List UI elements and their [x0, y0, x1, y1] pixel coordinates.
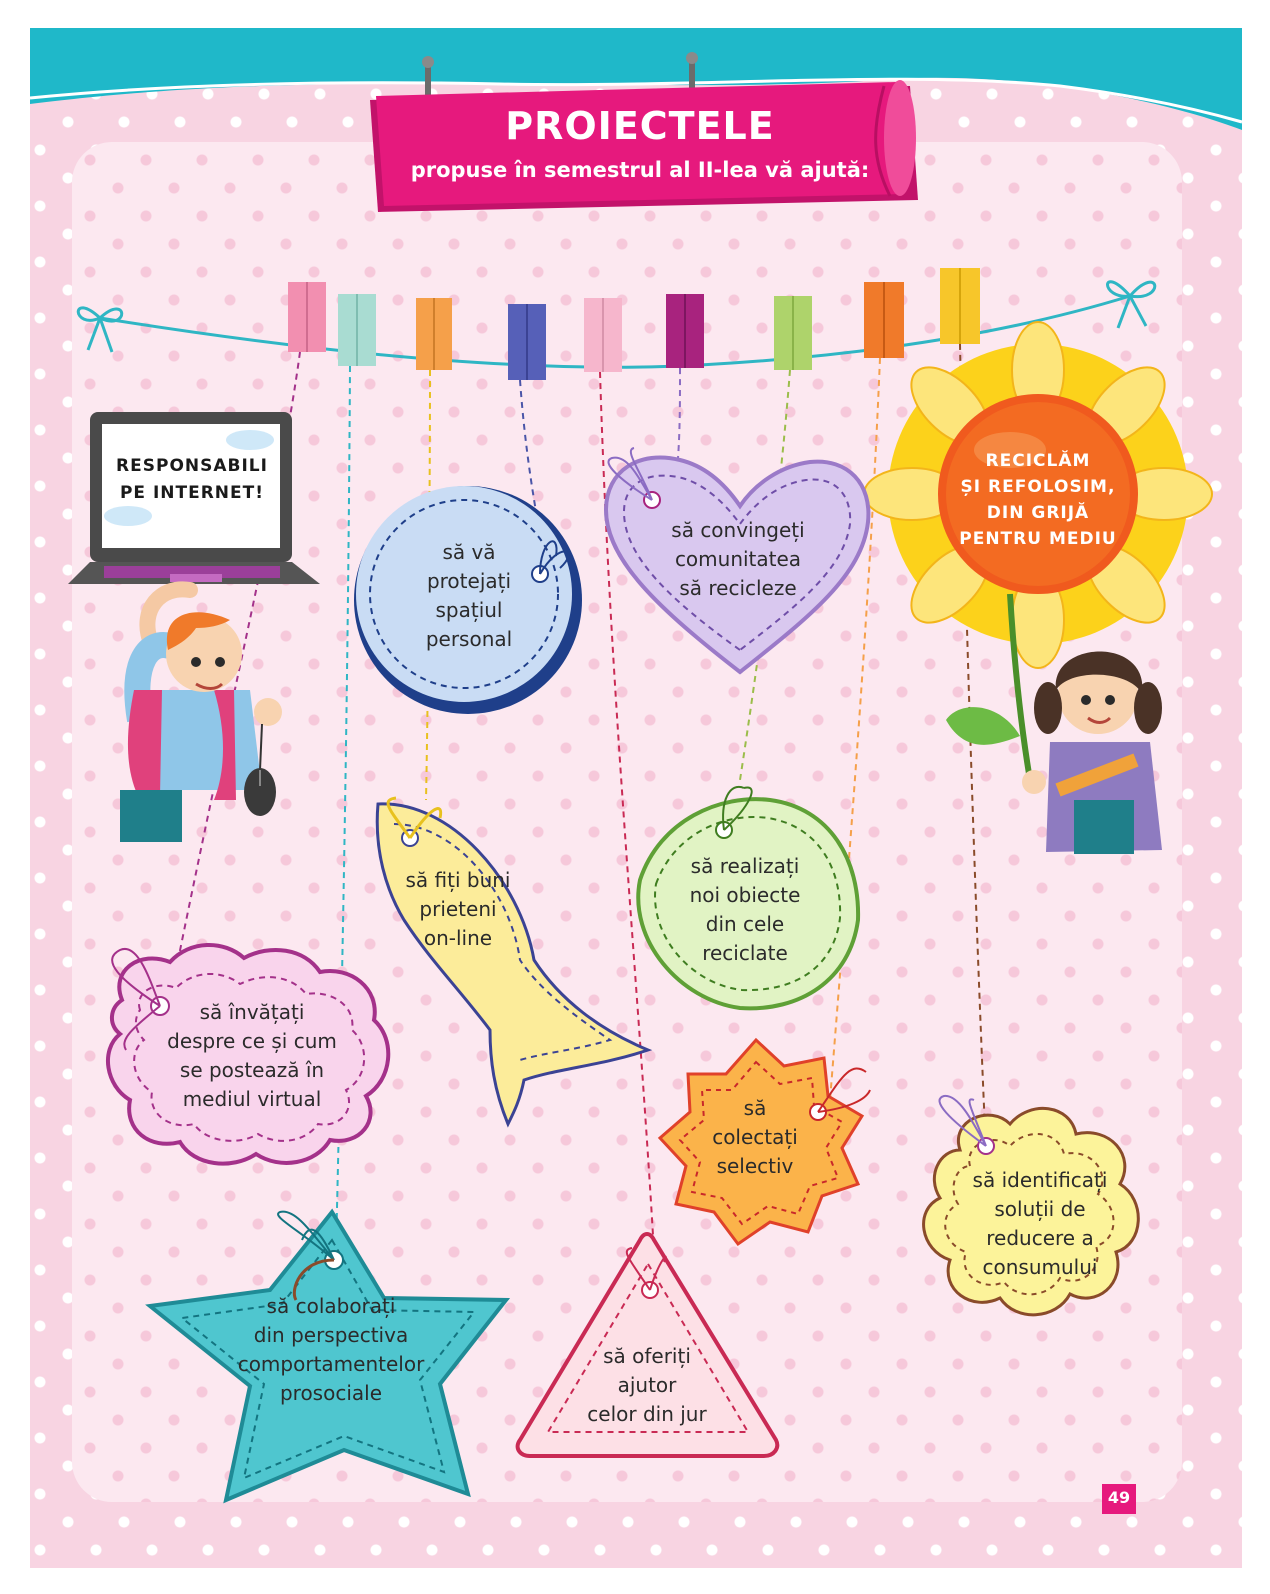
tag-protect-line-1: să vă — [442, 540, 496, 564]
tag-collaborate-line-3: comportamentelor — [237, 1352, 425, 1376]
bow-icon-right — [1108, 282, 1155, 328]
tag-friends-line-3: on-line — [423, 926, 493, 950]
tag-identify-line-1: să identificați — [972, 1168, 1108, 1192]
tag-protect-line-4: personal — [425, 627, 513, 651]
sunflower-line-2: ȘI REFOLOSIM, — [960, 477, 1116, 497]
banner-title: PROIECTELE — [505, 104, 775, 148]
tag-learn-line-2: despre ce și cum — [167, 1029, 337, 1053]
tag-identify — [954, 1166, 1126, 1282]
tag-collaborate-line-1: să colaborați — [266, 1294, 396, 1318]
bow-icon-left — [78, 308, 122, 352]
tag-help-line-3: celor din jur — [587, 1402, 707, 1426]
tag-identify-line-2: soluții de — [994, 1197, 1086, 1221]
tag-identify-line-3: reducere a — [986, 1226, 1094, 1250]
tag-collaborate-line-2: din perspectiva — [253, 1323, 409, 1347]
tag-convince-line-1: să convingeți — [671, 518, 805, 542]
tag-learn-line-4: mediul virtual — [182, 1087, 322, 1111]
sunflower-text — [952, 448, 1124, 552]
tag-create-line-3: din cele — [705, 912, 785, 936]
sunflower-line-4: PENTRU MEDIU — [959, 529, 1117, 549]
tag-create — [660, 852, 830, 968]
clothespin-icon-dark-orange — [864, 282, 904, 358]
tag-collect-line-1: să — [743, 1096, 767, 1120]
tag-convince — [640, 516, 836, 603]
tag-collect-line-3: selectiv — [716, 1154, 794, 1178]
tag-collaborate-line-4: prosociale — [279, 1381, 383, 1405]
clothespin-icon-pink — [288, 282, 326, 352]
tag-help — [572, 1342, 722, 1429]
tag-protect-line-3: spațiul — [435, 598, 503, 622]
laptop-screen-text — [108, 453, 276, 507]
girl-illustration — [946, 652, 1162, 855]
clothespin-icon-mint — [338, 294, 376, 366]
page-number: 49 — [1102, 1484, 1136, 1514]
tag-friends-line-2: prieteni — [419, 897, 497, 921]
tag-collaborate — [224, 1292, 438, 1408]
tag-protect-line-2: protejați — [426, 569, 512, 593]
tag-convince-line-3: să recicleze — [679, 576, 797, 600]
laptop-screen-line-2: PE INTERNET! — [119, 483, 265, 503]
clothespin-icon-yellow — [940, 268, 980, 344]
tag-collect — [690, 1094, 820, 1181]
tag-help-line-1: să oferiți — [603, 1344, 691, 1368]
laptop-screen-line-1: RESPONSABILI — [116, 456, 268, 476]
clothespin-icon-light-pink — [584, 298, 622, 372]
sunflower-line-3: DIN GRIJĂ — [986, 503, 1090, 523]
clothespin-icon-green — [774, 296, 812, 370]
tag-learn — [154, 998, 350, 1114]
tag-convince-line-2: comunitatea — [674, 547, 802, 571]
tag-shape-fish-yellow — [377, 798, 648, 1124]
tag-learn-line-3: se postează în — [179, 1058, 325, 1082]
tag-help-line-2: ajutor — [617, 1373, 677, 1397]
tag-collect-line-2: colectați — [712, 1125, 798, 1149]
tag-create-line-4: reciclate — [702, 941, 788, 965]
tag-learn-line-1: să învățați — [199, 1000, 305, 1024]
sunflower-line-1: RECICLĂM — [985, 451, 1091, 471]
tag-create-line-2: noi obiecte — [689, 883, 801, 907]
clothespin-icon-purple — [666, 294, 704, 368]
banner-subtitle: propuse în semestrul al II-lea vă ajută: — [410, 158, 870, 182]
tag-protect — [384, 538, 554, 654]
tag-friends-line-1: să fiți buni — [405, 868, 511, 892]
computer-mouse-icon — [244, 768, 276, 816]
tag-friends — [378, 866, 538, 953]
clothespin-icon-indigo — [508, 304, 546, 380]
tag-create-line-1: să realizați — [690, 854, 800, 878]
clothespin-icon-orange — [416, 298, 452, 370]
tag-identify-line-4: consumului — [982, 1255, 1098, 1279]
